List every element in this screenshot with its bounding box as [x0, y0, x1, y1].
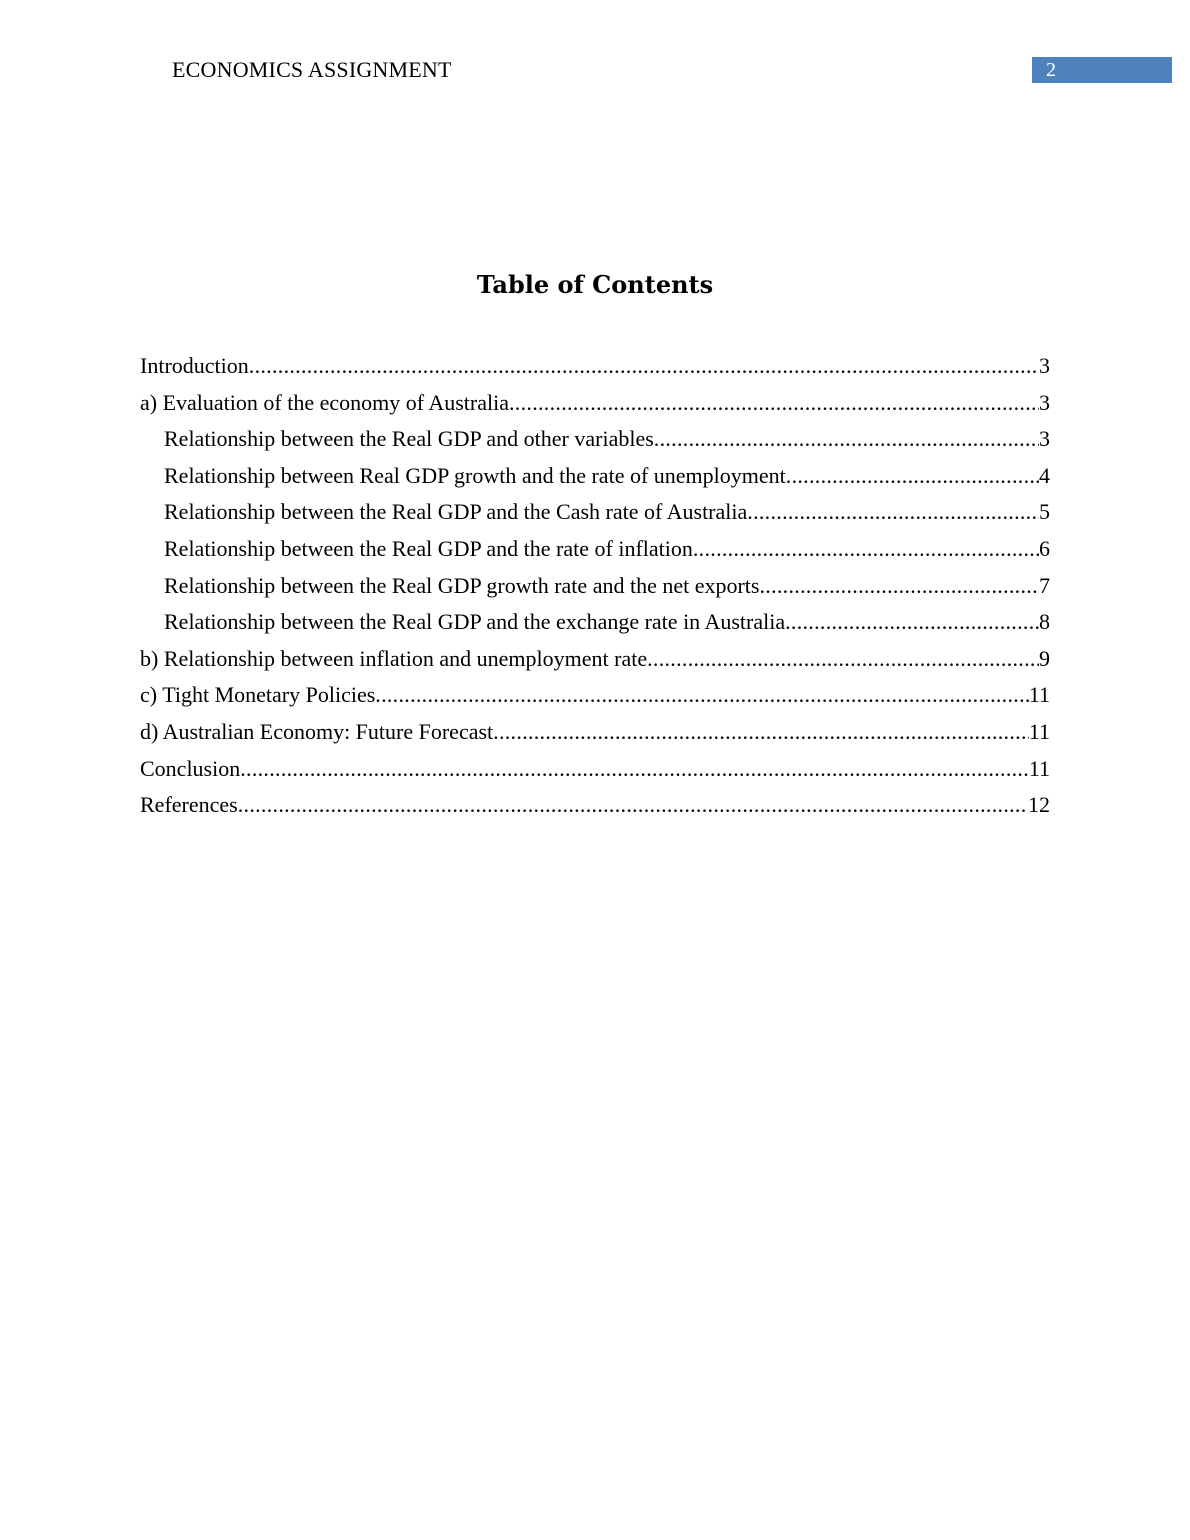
toc-dot-leader [240, 751, 1029, 787]
toc-entry-title: c) Tight Monetary Policies [140, 682, 376, 708]
toc-entry-inflation-unemployment[interactable] [140, 641, 1050, 678]
toc-entry-page: 11 [1028, 718, 1050, 744]
toc-entry-title: Conclusion [140, 755, 241, 781]
toc-entry-title: Relationship between the Real GDP and the exchange rate in Australia [164, 609, 786, 635]
toc-dot-leader [375, 677, 1029, 713]
toc-dot-leader [493, 714, 1029, 750]
toc-entry-title: Introduction [140, 353, 249, 378]
toc-entry-gdp-inflation[interactable] [140, 531, 1050, 568]
toc-entry-page: 6 [1039, 535, 1050, 561]
toc-entry-title: Relationship between the Real GDP growth rate and the net exports [164, 572, 760, 598]
running-header-title: ECONOMICS ASSIGNMENT [172, 57, 452, 82]
toc-entry-page: 11 [1028, 682, 1050, 708]
toc-entry-page: 3 [1039, 353, 1050, 378]
toc-entry-title: Relationship between the Real GDP and the rate of inflation [164, 535, 693, 561]
toc-dot-leader [747, 494, 1039, 530]
toc-entry-page: 11 [1028, 755, 1050, 781]
toc-heading: Table of Contents [476, 270, 714, 299]
toc-dot-leader [238, 787, 1028, 823]
toc-entry-title: Relationship between the Real GDP and other variables [164, 426, 654, 452]
toc-dot-leader [654, 421, 1039, 457]
toc-entry-evaluation-economy[interactable] [140, 385, 1050, 422]
toc-entry-gdp-cash-rate[interactable] [140, 494, 1050, 531]
toc-entry-page: 9 [1039, 645, 1050, 671]
toc-dot-leader [509, 385, 1039, 421]
toc-entry-gdp-other-variables[interactable] [140, 421, 1050, 458]
toc-dot-leader [249, 348, 1039, 384]
toc-entry-gdp-exchange-rate[interactable] [140, 604, 1050, 641]
toc-entry-page: 4 [1039, 462, 1050, 488]
toc-dot-leader [693, 531, 1039, 567]
toc-entry-title: a) Evaluation of the economy of Australia [140, 389, 509, 415]
table-of-contents [140, 348, 1050, 824]
toc-entry-page: 5 [1039, 499, 1050, 525]
toc-entry-page: 8 [1039, 609, 1050, 635]
toc-dot-leader [647, 641, 1039, 677]
page-number-badge [1032, 57, 1172, 83]
toc-entry-gdp-net-exports[interactable] [140, 568, 1050, 605]
toc-entry-gdp-unemployment[interactable] [140, 458, 1050, 495]
toc-dot-leader [785, 604, 1039, 640]
toc-entry-title: b) Relationship between inflation and unemployment rate [140, 645, 648, 671]
toc-entry-page: 12 [1028, 792, 1050, 818]
toc-entry-conclusion[interactable] [140, 751, 1050, 788]
toc-entry-page: 7 [1039, 572, 1050, 598]
toc-entry-page: 3 [1039, 389, 1050, 415]
page-number: 2 [1046, 59, 1056, 81]
toc-entry-page: 3 [1039, 426, 1050, 452]
toc-entry-title: References [140, 792, 238, 818]
toc-entry-references[interactable] [140, 787, 1050, 824]
toc-entry-title: Relationship between Real GDP growth and the rate of unemployment [164, 462, 786, 488]
toc-dot-leader [759, 568, 1039, 604]
toc-entry-title: d) Australian Economy: Future Forecast [140, 718, 494, 744]
toc-entry-tight-monetary-policies[interactable] [140, 677, 1050, 714]
toc-dot-leader [786, 458, 1039, 494]
toc-entry-introduction[interactable] [140, 348, 1050, 385]
toc-entry-future-forecast[interactable] [140, 714, 1050, 751]
toc-entry-title: Relationship between the Real GDP and the Cash rate of Australia [164, 499, 748, 525]
